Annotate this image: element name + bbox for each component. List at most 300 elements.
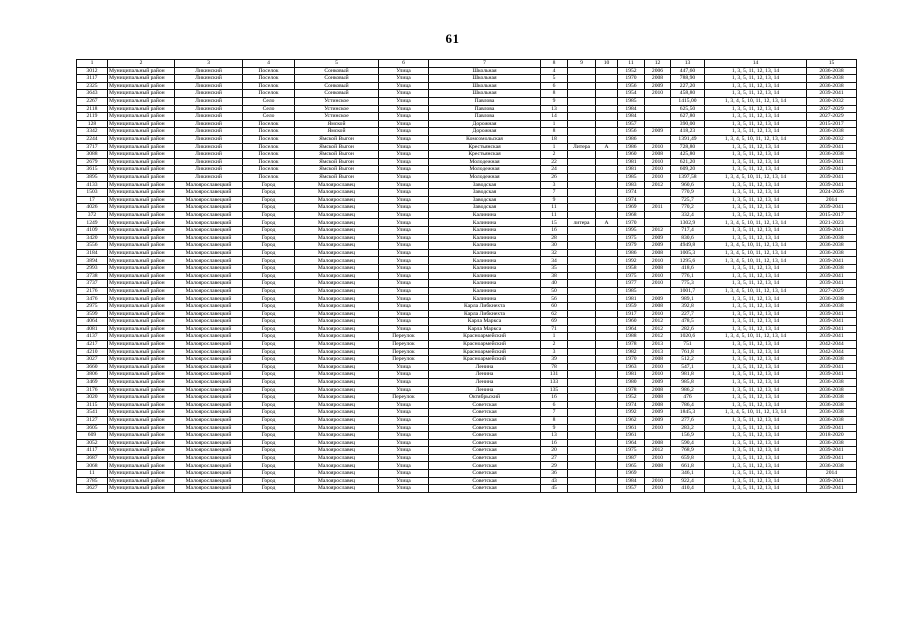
table-cell: 2036-2038: [807, 386, 857, 394]
table-cell: Город: [243, 447, 295, 455]
table-cell: Малоярославецкий: [175, 333, 243, 341]
table-cell: 2027-2029: [807, 287, 857, 295]
table-cell: [568, 477, 596, 485]
table-cell: 2042-2044: [807, 348, 857, 356]
table-cell: 13: [541, 432, 568, 440]
table-cell: Калинина: [429, 234, 541, 242]
table-cell: 5: [541, 75, 568, 83]
table-cell: Советская: [429, 401, 541, 409]
table-row: [77, 447, 857, 455]
table-row: [77, 189, 857, 197]
table-cell: Молодежная: [429, 158, 541, 166]
table-cell: 1, 3, 5, 11, 12, 13, 14: [705, 470, 807, 478]
table-cell: [568, 189, 596, 197]
table-cell: 3660: [77, 363, 108, 371]
table-cell: [596, 257, 618, 265]
table-cell: 1, 3, 5, 11, 12, 13, 14: [705, 113, 807, 121]
table-cell: 227,20: [671, 82, 705, 90]
table-cell: Переулок: [379, 340, 429, 348]
table-cell: 1, 3, 5, 11, 12, 13, 14: [705, 204, 807, 212]
table-cell: Муниципальный район: [108, 120, 175, 128]
table-cell: 8: [541, 416, 568, 424]
table-cell: 2009: [645, 409, 671, 417]
table-cell: 1249: [77, 219, 108, 227]
table-cell: Переулок: [379, 348, 429, 356]
table-cell: 2039-2041: [807, 371, 857, 379]
table-cell: 1, 3, 5, 11, 12, 13, 14: [705, 227, 807, 235]
table-cell: 2030-2032: [807, 97, 857, 105]
table-cell: 2036-2038: [807, 378, 857, 386]
table-cell: 22: [541, 158, 568, 166]
table-cell: Улица: [379, 363, 429, 371]
table-cell: Красноармейский: [429, 348, 541, 356]
table-cell: Калинина: [429, 227, 541, 235]
table-cell: Город: [243, 318, 295, 326]
table-cell: [568, 211, 596, 219]
table-cell: 717,4: [671, 227, 705, 235]
table-cell: 1, 3, 5, 11, 12, 13, 14: [705, 325, 807, 333]
table-cell: [596, 272, 618, 280]
table-cell: Улица: [379, 439, 429, 447]
table-cell: Ленина: [429, 363, 541, 371]
table-cell: 1, 3, 5, 11, 12, 13, 14: [705, 477, 807, 485]
table-cell: литера: [568, 219, 596, 227]
table-cell: Малоярославец: [295, 303, 379, 311]
table-cell: Улица: [379, 325, 429, 333]
table-cell: 960,6: [671, 181, 705, 189]
table-cell: 1981: [618, 166, 645, 174]
table-cell: Малоярославец: [295, 265, 379, 273]
table-cell: Город: [243, 439, 295, 447]
table-cell: Переулок: [379, 333, 429, 341]
table-cell: 1992: [618, 257, 645, 265]
table-cell: [568, 401, 596, 409]
table-cell: 1, 3, 5, 11, 12, 13, 14: [705, 128, 807, 136]
table-cell: [596, 67, 618, 75]
table-cell: 2036-2038: [807, 265, 857, 273]
table-cell: Павлова: [429, 105, 541, 113]
table-cell: Улица: [379, 151, 429, 159]
table-cell: 986,2: [671, 386, 705, 394]
table-cell: 1961: [618, 424, 645, 432]
table-cell: Улица: [379, 135, 429, 143]
table-cell: 1974: [618, 401, 645, 409]
table-cell: Село: [243, 97, 295, 105]
table-cell: [568, 227, 596, 235]
table-cell: [596, 135, 618, 143]
table-cell: [568, 82, 596, 90]
table-cell: 2008: [645, 303, 671, 311]
table-cell: 32: [541, 249, 568, 257]
table-cell: Малоярославец: [295, 447, 379, 455]
table-row: [77, 158, 857, 166]
table-cell: 4137: [77, 333, 108, 341]
table-cell: [596, 424, 618, 432]
table-cell: Малоярославец: [295, 394, 379, 402]
table-cell: Муниципальный район: [108, 470, 175, 478]
table-cell: 2013: [645, 348, 671, 356]
table-cell: 2036-2038: [807, 303, 857, 311]
table-cell: Малоярославец: [295, 287, 379, 295]
table-cell: 2014: [807, 196, 857, 204]
table-cell: Город: [243, 363, 295, 371]
table-cell: Карла Маркса: [429, 325, 541, 333]
table-cell: Калинина: [429, 219, 541, 227]
table-cell: Муниципальный район: [108, 333, 175, 341]
table-cell: 2010: [645, 257, 671, 265]
table-cell: Школьная: [429, 90, 541, 98]
table-cell: Муниципальный район: [108, 257, 175, 265]
table-cell: Муниципальный район: [108, 82, 175, 90]
table-cell: Малоярославец: [295, 242, 379, 250]
table-row: [77, 113, 857, 121]
table-cell: 2008: [645, 265, 671, 273]
table-cell: 981,8: [671, 371, 705, 379]
table-cell: Октябрьский: [429, 394, 541, 402]
table-cell: Город: [243, 257, 295, 265]
table-cell: 4117: [77, 447, 108, 455]
table-cell: [568, 67, 596, 75]
table-row: [77, 120, 857, 128]
table-cell: 1969: [618, 204, 645, 212]
table-cell: 16: [541, 394, 568, 402]
table-row: [77, 363, 857, 371]
table-cell: Малоярославецкий: [175, 477, 243, 485]
table-cell: Малоярославецкий: [175, 196, 243, 204]
table-cell: 1: [541, 143, 568, 151]
table-cell: 20: [541, 447, 568, 455]
table-cell: Муниципальный район: [108, 432, 175, 440]
table-row: [77, 211, 857, 219]
table-cell: Калинина: [429, 272, 541, 280]
column-header: 3: [175, 60, 243, 68]
table-row: [77, 394, 857, 402]
table-cell: Малоярославецкий: [175, 318, 243, 326]
column-header: 5: [295, 60, 379, 68]
table-cell: 2010: [645, 173, 671, 181]
column-header: 14: [705, 60, 807, 68]
table-cell: 1962: [618, 416, 645, 424]
table-row: [77, 333, 857, 341]
table-cell: [596, 303, 618, 311]
table-cell: Павлова: [429, 113, 541, 121]
table-cell: 830,6: [671, 234, 705, 242]
table-cell: 1969: [618, 470, 645, 478]
table-cell: 277,6: [671, 416, 705, 424]
table-cell: 2010: [645, 477, 671, 485]
table-cell: 60: [541, 303, 568, 311]
table-cell: Муниципальный район: [108, 151, 175, 159]
table-cell: 1, 3, 5, 11, 12, 13, 14: [705, 454, 807, 462]
table-cell: [596, 196, 618, 204]
table-cell: 1, 3, 5, 11, 12, 13, 14: [705, 265, 807, 273]
table-cell: 3176: [77, 386, 108, 394]
table-cell: 1984: [618, 105, 645, 113]
table-cell: 1, 3, 5, 11, 12, 13, 14: [705, 310, 807, 318]
table-cell: 50: [541, 287, 568, 295]
table-cell: Ленина: [429, 386, 541, 394]
table-cell: Город: [243, 462, 295, 470]
table-cell: Сонковый: [295, 67, 379, 75]
table-cell: 1, 3, 5, 11, 12, 13, 14: [705, 416, 807, 424]
table-cell: 1, 3, 5, 11, 12, 13, 14: [705, 401, 807, 409]
table-cell: Муниципальный район: [108, 143, 175, 151]
table-cell: [568, 356, 596, 364]
table-cell: 3895: [77, 173, 108, 181]
table-cell: 4064: [77, 318, 108, 326]
table-cell: 156,9: [671, 432, 705, 440]
table-cell: Малоярославец: [295, 454, 379, 462]
table-cell: Малоярославец: [295, 257, 379, 265]
table-cell: Сонковый: [295, 75, 379, 83]
table-cell: 1995: [618, 227, 645, 235]
table-cell: [568, 424, 596, 432]
table-cell: 133: [541, 378, 568, 386]
table-cell: 1952: [618, 67, 645, 75]
table-cell: 13: [541, 105, 568, 113]
table-cell: Город: [243, 371, 295, 379]
table-cell: Муниципальный район: [108, 242, 175, 250]
table-cell: 24: [541, 166, 568, 174]
table-cell: 2010: [645, 485, 671, 493]
table-cell: Улица: [379, 371, 429, 379]
table-cell: 2039-2041: [807, 333, 857, 341]
table-cell: Ликинский: [175, 143, 243, 151]
table-cell: 770,2: [671, 204, 705, 212]
table-cell: 1, 3, 5, 11, 12, 13, 14: [705, 67, 807, 75]
table-cell: [596, 401, 618, 409]
table-cell: 390,00: [671, 120, 705, 128]
table-cell: 1, 3, 5, 11, 12, 13, 14: [705, 432, 807, 440]
table-cell: [568, 386, 596, 394]
table-row: [77, 265, 857, 273]
table-cell: Малоярославец: [295, 340, 379, 348]
table-cell: 2015-2017: [807, 211, 857, 219]
table-cell: [568, 409, 596, 417]
table-cell: Муниципальный район: [108, 447, 175, 455]
column-header: 15: [807, 60, 857, 68]
table-cell: Муниципальный район: [108, 265, 175, 273]
table-cell: 1, 3, 5, 11, 12, 13, 14: [705, 75, 807, 83]
table-cell: Муниципальный район: [108, 219, 175, 227]
table-cell: [645, 97, 671, 105]
table-cell: 8: [541, 90, 568, 98]
table-cell: [568, 166, 596, 174]
table-cell: Муниципальный район: [108, 166, 175, 174]
table-cell: 410,4: [671, 485, 705, 493]
table-cell: Город: [243, 325, 295, 333]
table-cell: Улица: [379, 295, 429, 303]
table-cell: 625,50: [671, 105, 705, 113]
table-cell: 6: [541, 82, 568, 90]
table-row: [77, 462, 857, 470]
table-cell: Малоярославецкий: [175, 454, 243, 462]
table-cell: Улица: [379, 67, 429, 75]
table-cell: 18: [541, 135, 568, 143]
table-cell: 1988: [618, 333, 645, 341]
table-cell: [568, 135, 596, 143]
table-cell: 3469: [77, 378, 108, 386]
table-cell: [596, 189, 618, 197]
table-cell: 2975: [77, 303, 108, 311]
table-cell: 478,5: [671, 318, 705, 326]
table-cell: 3088: [77, 151, 108, 159]
table-row: [77, 318, 857, 326]
table-cell: Ликинский: [175, 105, 243, 113]
table-cell: 768,9: [671, 447, 705, 455]
table-cell: 1, 3, 4, 5, 10, 11, 12, 13, 14: [705, 287, 807, 295]
table-cell: Малоярославецкий: [175, 386, 243, 394]
table-cell: Город: [243, 356, 295, 364]
table-cell: Поселок: [243, 82, 295, 90]
table-cell: Малоярославецкий: [175, 439, 243, 447]
table-cell: 1965: [618, 462, 645, 470]
table-cell: 2267: [77, 97, 108, 105]
table-cell: Молодежная: [429, 173, 541, 181]
table-cell: Город: [243, 196, 295, 204]
table-cell: Ямской Выгон: [295, 135, 379, 143]
table-cell: Ликинский: [175, 128, 243, 136]
table-cell: 3068: [77, 462, 108, 470]
table-cell: Село: [243, 105, 295, 113]
table-cell: Красноармейский: [429, 356, 541, 364]
table-cell: [596, 310, 618, 318]
table-cell: Город: [243, 211, 295, 219]
table-cell: [568, 439, 596, 447]
table-cell: 1956: [618, 128, 645, 136]
table-cell: 1, 3, 5, 11, 12, 13, 14: [705, 211, 807, 219]
table-cell: [596, 113, 618, 121]
table-header-row: [77, 60, 857, 68]
table-cell: Комсомольская: [429, 135, 541, 143]
table-cell: 1963: [618, 363, 645, 371]
table-row: [77, 128, 857, 136]
table-cell: [568, 287, 596, 295]
table-cell: [596, 227, 618, 235]
table-cell: Город: [243, 394, 295, 402]
table-cell: [596, 386, 618, 394]
table-cell: Улица: [379, 90, 429, 98]
table-cell: 135: [541, 386, 568, 394]
table-cell: Малоярославецкий: [175, 447, 243, 455]
table-cell: Советская: [429, 454, 541, 462]
table-cell: 2325: [77, 82, 108, 90]
column-header: 10: [596, 60, 618, 68]
table-cell: Город: [243, 432, 295, 440]
table-cell: [596, 249, 618, 257]
table-cell: 1, 3, 5, 11, 12, 13, 14: [705, 356, 807, 364]
table-cell: Малоярославец: [295, 280, 379, 288]
table-cell: Малоярославец: [295, 318, 379, 326]
table-cell: 547,1: [671, 363, 705, 371]
table-row: [77, 371, 857, 379]
table-row: [77, 166, 857, 174]
table-cell: Поселок: [243, 173, 295, 181]
table-cell: [568, 363, 596, 371]
table-cell: 9: [541, 97, 568, 105]
table-cell: 2039-2041: [807, 363, 857, 371]
table-cell: Муниципальный район: [108, 295, 175, 303]
table-cell: 2012: [645, 181, 671, 189]
table-cell: Калинина: [429, 257, 541, 265]
table-cell: 56: [541, 295, 568, 303]
table-cell: Малоярославецкий: [175, 470, 243, 478]
table-cell: Муниципальный район: [108, 75, 175, 83]
table-cell: 1845,3: [671, 409, 705, 417]
table-cell: 1, 3, 4, 5, 10, 11, 12, 13, 14: [705, 249, 807, 257]
table-cell: 1956: [618, 82, 645, 90]
table-cell: 2036-2038: [807, 82, 857, 90]
table-row: [77, 325, 857, 333]
column-header: 9: [568, 60, 596, 68]
table-cell: [568, 204, 596, 212]
table-cell: 1, 3, 5, 11, 12, 13, 14: [705, 189, 807, 197]
table-cell: Дорожная: [429, 128, 541, 136]
table-cell: 282,6: [671, 325, 705, 333]
table-cell: Ликинский: [175, 75, 243, 83]
table-cell: 1974: [618, 189, 645, 197]
table-cell: 659,8: [671, 454, 705, 462]
table-cell: 786,4: [671, 401, 705, 409]
table-cell: 775,3: [671, 280, 705, 288]
table-cell: Улица: [379, 401, 429, 409]
table-cell: [596, 356, 618, 364]
table-body: [77, 60, 857, 493]
table-cell: 2039-2041: [807, 477, 857, 485]
table-cell: [645, 105, 671, 113]
table-cell: 2010: [645, 90, 671, 98]
table-cell: 2039-2041: [807, 181, 857, 189]
table-cell: Малоярославец: [295, 325, 379, 333]
table-cell: Муниципальный район: [108, 363, 175, 371]
table-cell: Ямской: [295, 120, 379, 128]
table-cell: Муниципальный район: [108, 287, 175, 295]
table-cell: 2018-2020: [807, 432, 857, 440]
table-cell: 2011: [645, 204, 671, 212]
table-cell: 1, 3, 5, 11, 12, 13, 14: [705, 424, 807, 432]
table-cell: 2039-2041: [807, 424, 857, 432]
table-cell: А: [596, 219, 618, 227]
table-row: [77, 356, 857, 364]
table-cell: 2036-2038: [807, 151, 857, 159]
table-cell: 3599: [77, 310, 108, 318]
table-cell: Малоярославец: [295, 477, 379, 485]
table-cell: 1, 3, 5, 11, 12, 13, 14: [705, 348, 807, 356]
table-cell: Малоярославецкий: [175, 287, 243, 295]
table-cell: 1954: [618, 90, 645, 98]
table-cell: 2010: [645, 371, 671, 379]
table-cell: Город: [243, 333, 295, 341]
table-cell: Улица: [379, 485, 429, 493]
table-cell: [596, 181, 618, 189]
table-cell: 1, 3, 5, 11, 12, 13, 14: [705, 166, 807, 174]
table-cell: 1980: [618, 378, 645, 386]
table-cell: [645, 196, 671, 204]
table-cell: Карла Маркса: [429, 318, 541, 326]
table-cell: Малоярославец: [295, 189, 379, 197]
table-cell: 9: [541, 196, 568, 204]
table-cell: Заводская: [429, 189, 541, 197]
table-cell: Улица: [379, 242, 429, 250]
table-cell: Муниципальный район: [108, 113, 175, 121]
table-cell: Город: [243, 401, 295, 409]
table-cell: 2039-2041: [807, 318, 857, 326]
table-cell: Советская: [429, 470, 541, 478]
table-cell: 2036-2038: [807, 67, 857, 75]
table-cell: 2036-2038: [807, 128, 857, 136]
table-cell: 128: [77, 120, 108, 128]
table-cell: [596, 158, 618, 166]
